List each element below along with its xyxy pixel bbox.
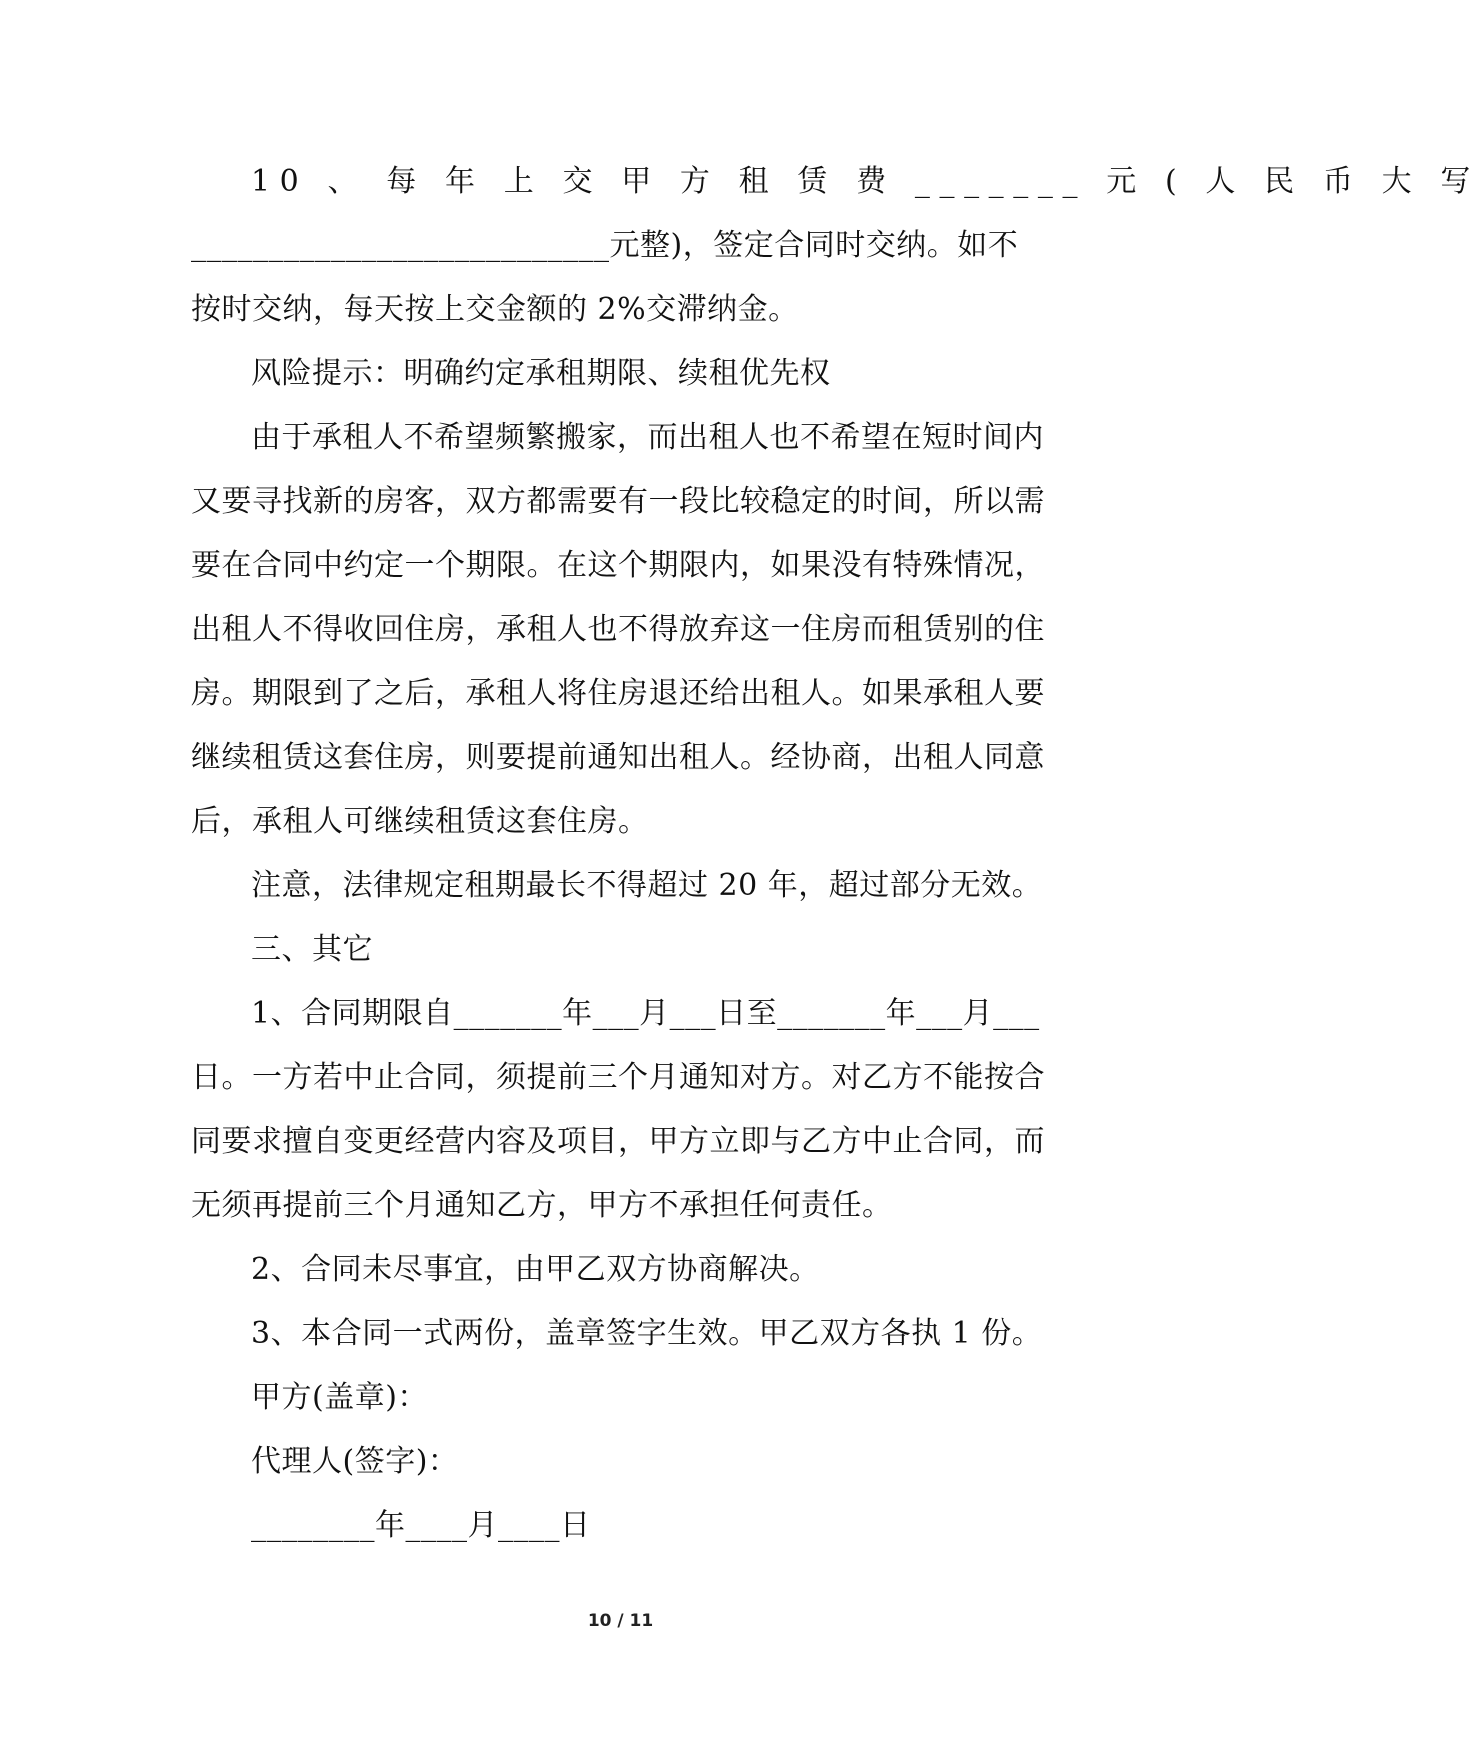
paragraph-term-line-1: 由于承租人不希望频繁搬家，而出租人也不希望在短时间内 bbox=[251, 420, 1044, 455]
paragraph-term-line-3: 要在合同中约定一个期限。在这个期限内，如果没有特殊情况， bbox=[191, 548, 1045, 583]
paragraph-term-line-2: 又要寻找新的房客，双方都需要有一段比较稳定的时间，所以需 bbox=[191, 484, 1045, 519]
clause-1-line-3: 同要求擅自变更经营内容及项目，甲方立即与乙方中止合同，而 bbox=[191, 1124, 1045, 1159]
section-heading-other: 三、其它 bbox=[251, 932, 373, 967]
clause-3: 3、本合同一式两份，盖章签字生效。甲乙双方各执 1 份。 bbox=[251, 1316, 1043, 1351]
paragraph-term-line-7: 后，承租人可继续租赁这套住房。 bbox=[191, 804, 649, 839]
paragraph-rent-fee-line-3: 按时交纳，每天按上交金额的 2%交滞纳金。 bbox=[191, 292, 799, 327]
paragraph-term-line-6: 继续租赁这套住房，则要提前通知出租人。经协商，出租人同意 bbox=[191, 740, 1045, 775]
agent-signature-label: 代理人(签字)： bbox=[251, 1444, 459, 1479]
clause-1-line-4: 无须再提前三个月通知乙方，甲方不承担任何责任。 bbox=[191, 1188, 893, 1223]
clause-1-line-1: 1、合同期限自_______年___月___日至_______年___月___ bbox=[251, 996, 1040, 1031]
page-number: 10 / 11 bbox=[587, 1611, 654, 1631]
clause-1-line-2: 日。一方若中止合同，须提前三个月通知对方。对乙方不能按合 bbox=[191, 1060, 1045, 1095]
paragraph-rent-fee-line-2: ___________________________元整)，签定合同时交纳。如不 bbox=[191, 228, 1019, 263]
clause-2: 2、合同未尽事宜，由甲乙双方协商解决。 bbox=[251, 1252, 820, 1287]
risk-tip-heading: 风险提示：明确约定承租期限、续租优先权 bbox=[251, 356, 831, 391]
paragraph-rent-fee-line-1: 10 、 每 年 上 交 甲 方 租 赁 费 _______ 元 ( 人 民 币 大 写 bbox=[251, 164, 1480, 199]
paragraph-term-line-4: 出租人不得收回住房，承租人也不得放弃这一住房而租赁别的住 bbox=[191, 612, 1045, 647]
signing-date-line: ________年____月____日 bbox=[251, 1508, 591, 1543]
party-a-seal-label: 甲方(盖章)： bbox=[251, 1380, 428, 1415]
note-paragraph: 注意，法律规定租期最长不得超过 20 年，超过部分无效。 bbox=[251, 868, 1043, 903]
paragraph-term-line-5: 房。期限到了之后，承租人将住房退还给出租人。如果承租人要 bbox=[191, 676, 1045, 711]
